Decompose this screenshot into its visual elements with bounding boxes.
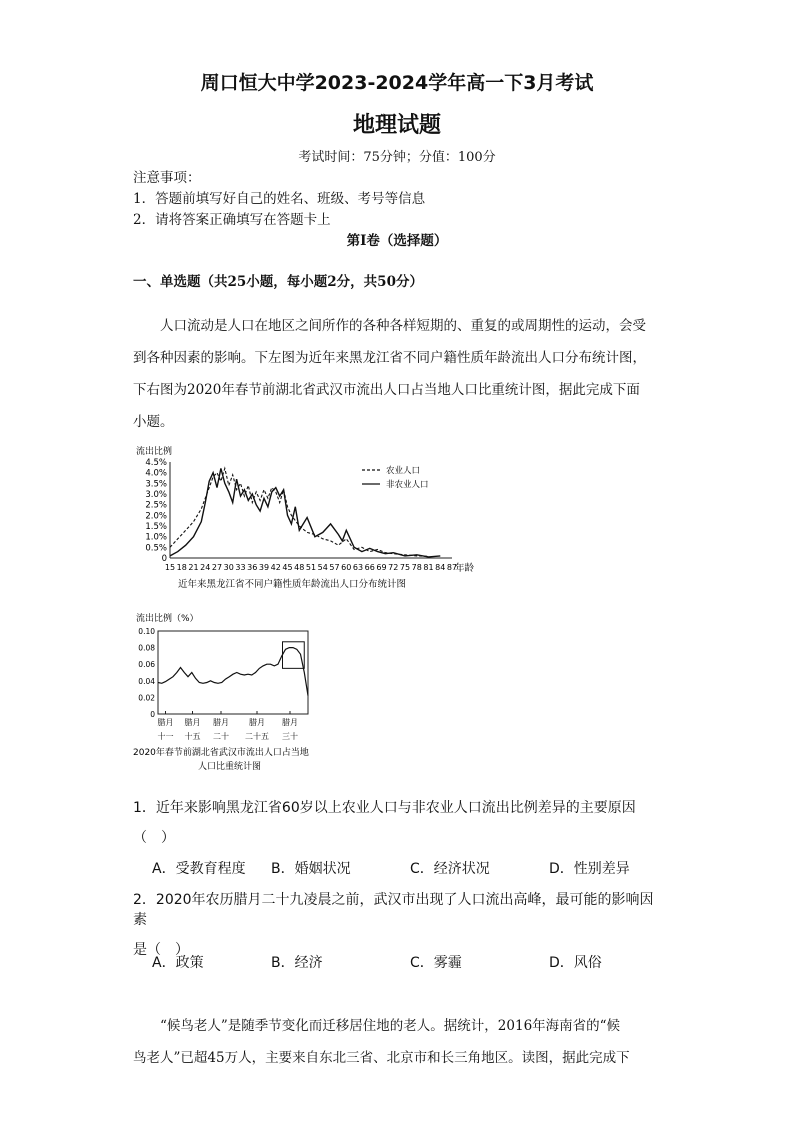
x-tick-label: 51 (305, 563, 317, 572)
y-axis-label: 流出比例 (136, 447, 173, 457)
x-tick-label: 30 (223, 563, 234, 572)
exam-title: 周口恒大中学2023-2024学年高一下3月考试 (200, 72, 594, 94)
y-tick-label: 0.10 (138, 627, 155, 636)
y-tick-label: 2.0% (145, 511, 167, 522)
legend-label: 非农业人口 (386, 480, 429, 490)
option-b[interactable]: B．婚姻状况 (271, 861, 351, 877)
x-tick-label: 87 (446, 563, 458, 572)
passage-line: 小题。 (133, 414, 174, 430)
y-tick-label: 0 (161, 554, 167, 564)
exam-meta: 考试时间：75分钟；分值：100分 (298, 150, 496, 165)
option-a[interactable]: A．受教育程度 (152, 861, 246, 877)
question-1 (133, 797, 663, 847)
y-tick-label: 4.0% (145, 468, 167, 479)
x-tick-label: 60 (341, 563, 352, 572)
passage-line: 下右图为2020年春节前湖北省武汉市流出人口占当地人口比重统计图，据此完成下面 (133, 382, 640, 398)
x-axis-label: 年龄 (455, 563, 475, 574)
x-tick-label: 39 (258, 563, 270, 572)
y-tick-label: 0.06 (138, 660, 155, 670)
x-tick-label: 十一 (157, 732, 174, 741)
x-tick-label: 75 (399, 563, 411, 572)
x-tick-label: 三十 (282, 732, 298, 741)
x-tick-label: 72 (388, 563, 399, 572)
wuhan-outflow-chart (130, 607, 350, 777)
option-d[interactable]: D．性别差异 (549, 861, 630, 877)
notes-heading: 注意事项： (133, 170, 201, 186)
x-tick-label: 42 (270, 563, 281, 572)
question-stem-cont: （ ） (133, 830, 175, 846)
option-c[interactable]: C．经济状况 (410, 861, 490, 877)
chart-caption: 2020年春节前湖北省武汉市流出人口占当地 (133, 748, 309, 758)
passage-line: 鸟老人”已超45万人，主要来自东北三省、北京市和长三角地区。读图，据此完成下 (133, 1050, 630, 1066)
x-tick-label: 腊月 (249, 718, 265, 727)
y-tick-label: 3.0% (145, 490, 167, 500)
x-tick-label: 二十五 (245, 732, 269, 741)
y-tick-label: 1.5% (145, 522, 167, 532)
x-tick-label: 63 (352, 563, 364, 572)
part-title: 第I卷（选择题） (346, 233, 448, 249)
x-tick-label: 45 (282, 563, 293, 572)
chart-caption: 近年来黑龙江省不同户籍性质年龄流出人口分布统计图 (178, 579, 407, 590)
x-tick-label: 36 (247, 563, 258, 572)
heilongjiang-outflow-chart (130, 440, 500, 598)
question-stem-cont: 是（ ） (133, 942, 189, 958)
x-tick-label: 15 (164, 563, 176, 572)
y-tick-label: 1.0% (145, 532, 167, 543)
option-c[interactable]: C．雾霾 (410, 955, 462, 971)
x-tick-label: 十五 (184, 732, 201, 741)
y-axis-label: 流出比例（%） (136, 614, 199, 624)
y-tick-label: 0.02 (138, 693, 155, 703)
x-tick-label: 54 (317, 563, 328, 572)
question-stem: 1．近年来影响黑龙江省60岁以上农业人口与非农业人口流出比例差异的主要原因 (133, 800, 636, 816)
passage-line: 到各种因素的影响。下左图为近年来黑龙江省不同户籍性质年龄流出人口分布统计图， (133, 350, 646, 366)
x-tick-label: 84 (435, 563, 446, 572)
series-line (158, 648, 308, 696)
notes-item: 2．请将答案正确填写在答题卡上 (133, 212, 331, 228)
section-heading: 一、单选题（共25小题，每小题2分，共50分） (133, 274, 423, 290)
x-tick-label: 78 (411, 563, 422, 572)
passage-2 (133, 1010, 663, 1074)
x-tick-label: 腊月 (282, 718, 298, 727)
plot-frame (158, 631, 308, 714)
passage-1 (133, 310, 663, 438)
y-tick-label: 0 (150, 710, 155, 719)
y-tick-label: 3.5% (145, 479, 167, 490)
x-tick-label: 48 (294, 563, 305, 572)
x-tick-label: 57 (329, 563, 340, 572)
x-tick-label: 81 (423, 563, 434, 572)
x-tick-label: 腊月 (184, 718, 201, 727)
question-stem: 2．2020年农历腊月二十九凌晨之前，武汉市出现了人口流出高峰，最可能的影响因素 (133, 892, 654, 928)
x-tick-label: 33 (235, 563, 246, 572)
notes-item: 1．答题前填写好自己的姓名、班级、考号等信息 (133, 191, 426, 207)
legend-label: 农业人口 (386, 466, 421, 476)
passage-line: “候鸟老人”是随季节变化而迁移居住地的老人。据统计，2016年海南省的“候 (133, 1018, 621, 1034)
x-tick-label: 24 (200, 563, 211, 572)
x-tick-label: 27 (211, 563, 223, 572)
option-d[interactable]: D．风俗 (549, 955, 602, 971)
x-tick-label: 69 (376, 563, 387, 572)
y-tick-label: 0.04 (138, 676, 155, 686)
y-tick-label: 0.5% (145, 543, 167, 554)
option-a[interactable]: A．政策 (152, 955, 204, 971)
passage-line: 人口流动是人口在地区之间所作的各种各样短期的、重复的或周期性的运动，会受 (133, 318, 646, 334)
question-2 (133, 889, 663, 959)
y-tick-label: 4.5% (145, 458, 167, 468)
x-tick-label: 18 (176, 563, 187, 572)
y-tick-label: 0.08 (138, 643, 155, 653)
exam-subject: 地理试题 (352, 113, 441, 138)
option-b[interactable]: B．经济 (271, 955, 323, 971)
x-tick-label: 66 (364, 563, 375, 572)
x-tick-label: 腊月 (213, 718, 229, 727)
x-tick-label: 腊月 (157, 718, 174, 727)
x-tick-label: 21 (188, 563, 199, 572)
y-tick-label: 2.5% (145, 500, 167, 511)
x-tick-label: 二十 (213, 732, 229, 741)
chart-caption: 人口比重统计图 (198, 762, 262, 772)
